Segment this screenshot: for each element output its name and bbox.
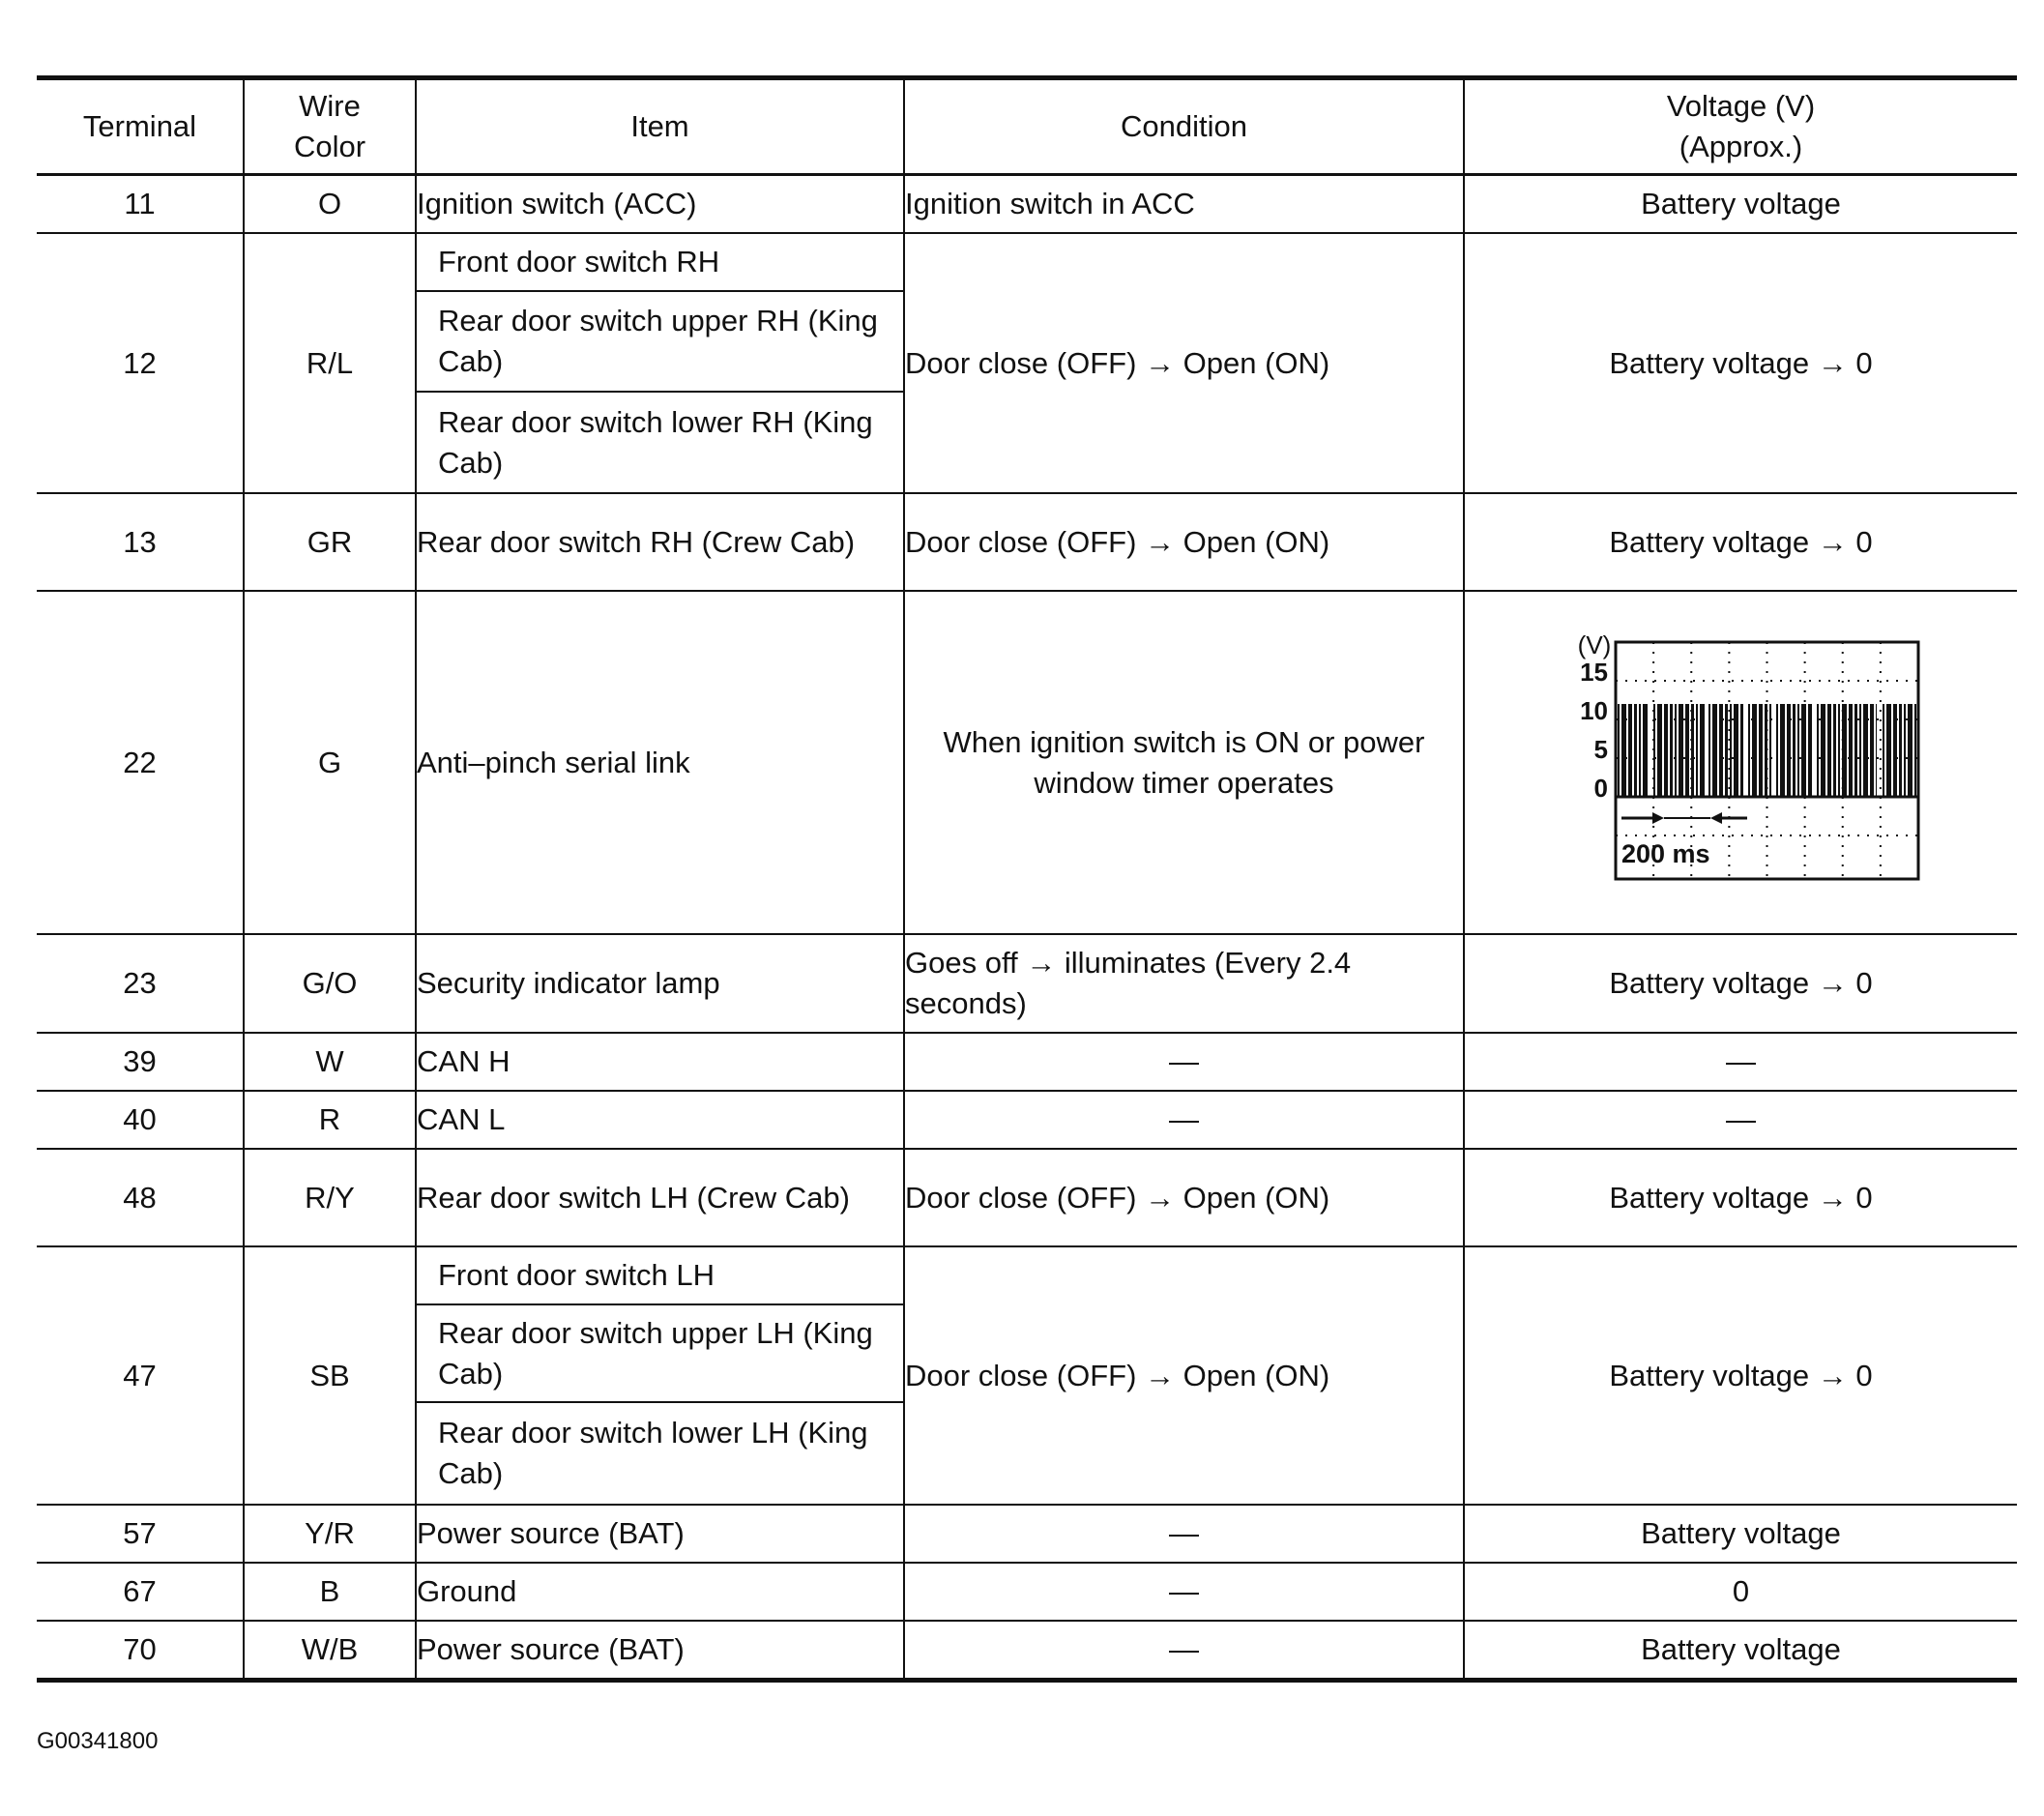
condition-cell: — [904, 1033, 1464, 1091]
waveform-pulse [1899, 704, 1902, 797]
waveform-pulse [1886, 704, 1891, 797]
waveform-pulse [1914, 704, 1916, 797]
waveform-y-tick-15: 15 [1579, 657, 1608, 687]
header-voltage-line2: (Approx.) [1679, 130, 1803, 163]
condition-cell: — [904, 1091, 1464, 1149]
table-row [37, 175, 2017, 234]
terminal-cell: 22 [37, 591, 244, 934]
condition-cell: — [904, 1505, 1464, 1563]
waveform-y-tick-0: 0 [1593, 773, 1608, 803]
waveform-pulse [1808, 704, 1812, 797]
table-row [37, 1621, 2017, 1681]
item-subcell: Rear door switch upper LH (King Cab) [417, 1305, 903, 1403]
waveform-pulse [1748, 704, 1750, 797]
terminal-cell: 12 [37, 233, 244, 493]
table-row [37, 1033, 2017, 1091]
header-terminal: Terminal [37, 78, 244, 175]
waveform-pulse [1643, 704, 1648, 797]
item-subcell: Rear door switch upper RH (King Cab) [417, 292, 903, 393]
waveform-pulse [1670, 704, 1673, 797]
waveform-pulse [1628, 704, 1632, 797]
terminal-cell: 57 [37, 1505, 244, 1563]
waveform-pulse [1759, 704, 1763, 797]
waveform-pulse [1696, 704, 1698, 797]
terminal-inspection-table [37, 75, 2017, 1683]
waveform-pulse [1842, 704, 1847, 797]
waveform-pulse [1876, 704, 1877, 797]
table-row [37, 1246, 2017, 1505]
table-row [37, 1149, 2017, 1246]
waveform-pulse [1821, 704, 1825, 797]
voltage-cell: — [1464, 1033, 2017, 1091]
wire-color-cell: G [244, 591, 416, 934]
header-wire-color-line1: Wire [299, 89, 361, 123]
voltage-cell: 0 [1464, 1563, 2017, 1621]
waveform-pulse [1838, 704, 1840, 797]
waveform-pulse [1691, 704, 1694, 797]
condition-cell: Door close (OFF) → Open (ON) [904, 493, 1464, 591]
header-voltage [1464, 78, 2017, 175]
item-cell: Ground [416, 1563, 904, 1621]
wire-color-cell: O [244, 175, 416, 234]
voltage-cell: Battery voltage → 0 [1464, 233, 2017, 493]
wire-color-cell: W/B [244, 1621, 416, 1681]
item-cell: Rear door switch LH (Crew Cab) [416, 1149, 904, 1246]
waveform-pulse [1776, 704, 1778, 797]
table-row [37, 934, 2017, 1033]
wire-color-cell: GR [244, 493, 416, 591]
voltage-waveform-cell [1464, 591, 2017, 934]
condition-cell: — [904, 1621, 1464, 1681]
voltage-cell: — [1464, 1091, 2017, 1149]
voltage-cell: Battery voltage [1464, 1621, 2017, 1681]
header-condition: Condition [904, 78, 1464, 175]
header-wire-color [244, 78, 416, 175]
terminal-cell: 23 [37, 934, 244, 1033]
item-cell: CAN H [416, 1033, 904, 1091]
header-wire-color-line2: Color [293, 130, 366, 163]
waveform-pulse [1725, 704, 1728, 797]
voltage-cell: Battery voltage → 0 [1464, 493, 2017, 591]
waveform-pulse [1780, 704, 1785, 797]
condition-cell: Door close (OFF) → Open (ON) [904, 1149, 1464, 1246]
table-row [37, 233, 2017, 493]
table-row [37, 1505, 2017, 1563]
condition-cell: Door close (OFF) → Open (ON) [904, 1246, 1464, 1505]
item-cell: Power source (BAT) [416, 1621, 904, 1681]
header-item: Item [416, 78, 904, 175]
waveform-pulse [1740, 704, 1743, 797]
item-subcell: Front door switch RH [417, 234, 903, 292]
waveform-pulse [1787, 704, 1791, 797]
voltage-cell: Battery voltage → 0 [1464, 934, 2017, 1033]
voltage-cell: Battery voltage [1464, 1505, 2017, 1563]
item-cell: Anti–pinch serial link [416, 591, 904, 934]
waveform-pulse [1849, 704, 1853, 797]
wire-color-cell: R/Y [244, 1149, 416, 1246]
waveform-pulse [1685, 704, 1689, 797]
wire-color-cell: W [244, 1033, 416, 1091]
item-cell: Ignition switch (ACC) [416, 175, 904, 234]
waveform-pulse [1679, 704, 1683, 797]
terminal-cell: 47 [37, 1246, 244, 1505]
waveform-pulse [1833, 704, 1836, 797]
waveform-pulse [1618, 704, 1620, 797]
terminal-cell: 70 [37, 1621, 244, 1681]
condition-cell: — [904, 1563, 1464, 1621]
waveform-pulse [1639, 704, 1641, 797]
waveform-pulse [1675, 704, 1677, 797]
waveform-pulse [1664, 704, 1668, 797]
waveform-pulse [1730, 704, 1732, 797]
table-row [37, 1563, 2017, 1621]
time-scale-label: 200 ms [1621, 838, 1710, 868]
waveform-pulse [1793, 704, 1796, 797]
waveform-pulse [1621, 704, 1626, 797]
waveform-pulse [1859, 704, 1861, 797]
waveform-pulse [1752, 704, 1757, 797]
terminal-cell: 39 [37, 1033, 244, 1091]
item-cell: Security indicator lamp [416, 934, 904, 1033]
waveform-pulse [1883, 704, 1884, 797]
terminal-inspection-table-container [37, 75, 2017, 1683]
wire-color-cell: G/O [244, 934, 416, 1033]
condition-cell: Ignition switch in ACC [904, 175, 1464, 234]
item-cell: CAN L [416, 1091, 904, 1149]
waveform-pulse [1863, 704, 1868, 797]
waveform-pulse [1765, 704, 1767, 797]
item-subcell: Rear door switch lower LH (King Cab) [438, 1416, 868, 1490]
item-cell: Power source (BAT) [416, 1505, 904, 1563]
item-subcell: Front door switch LH [417, 1247, 903, 1305]
waveform-pulse [1708, 704, 1710, 797]
item-cell-group [416, 1246, 904, 1505]
waveform-pulse [1734, 704, 1738, 797]
table-row [37, 591, 2017, 934]
figure-code: G00341800 [37, 1728, 159, 1754]
waveform-y-tick-10: 10 [1579, 695, 1608, 725]
waveform-pulse [1904, 704, 1906, 797]
waveform-unit-label: (V) [1577, 631, 1611, 659]
waveform-pulse [1700, 704, 1705, 797]
waveform-pulse [1817, 704, 1819, 797]
waveform-pulse [1634, 704, 1637, 797]
waveform-pulse [1719, 704, 1723, 797]
waveform-pulse [1797, 704, 1799, 797]
header-voltage-line1: Voltage (V) [1666, 89, 1816, 123]
terminal-cell: 13 [37, 493, 244, 591]
wire-color-cell: R [244, 1091, 416, 1149]
waveform-pulse [1854, 704, 1857, 797]
item-cell-group [416, 233, 904, 493]
waveform-pulse [1712, 704, 1717, 797]
waveform-pulse [1769, 704, 1771, 797]
item-cell: Rear door switch RH (Crew Cab) [416, 493, 904, 591]
voltage-cell: Battery voltage [1464, 175, 2017, 234]
table-row [37, 493, 2017, 591]
condition-cell: Door close (OFF) → Open (ON) [904, 233, 1464, 493]
condition-cell: When ignition switch is ON or power window timer operates [904, 591, 1464, 934]
terminal-cell: 40 [37, 1091, 244, 1149]
item-subcell: Rear door switch lower RH (King Cab) [438, 404, 873, 480]
waveform-pulse [1827, 704, 1831, 797]
table-header-row [37, 78, 2017, 175]
waveform-pulse [1893, 704, 1897, 797]
waveform-y-tick-5: 5 [1593, 734, 1608, 764]
voltage-cell: Battery voltage → 0 [1464, 1246, 2017, 1505]
wire-color-cell: Y/R [244, 1505, 416, 1563]
terminal-cell: 67 [37, 1563, 244, 1621]
table-row [37, 1091, 2017, 1149]
serial-link-waveform [1558, 632, 1925, 893]
waveform-pulse [1801, 704, 1806, 797]
waveform-pulse [1908, 704, 1913, 797]
waveform-pulse [1870, 704, 1874, 797]
wire-color-cell: SB [244, 1246, 416, 1505]
wire-color-cell: R/L [244, 233, 416, 493]
terminal-cell: 11 [37, 175, 244, 234]
wire-color-cell: B [244, 1563, 416, 1621]
waveform-pulse [1653, 704, 1655, 797]
terminal-cell: 48 [37, 1149, 244, 1246]
waveform-pulse [1657, 704, 1662, 797]
condition-cell: Goes off → illuminates (Every 2.4 seconds) [904, 934, 1464, 1033]
voltage-cell: Battery voltage → 0 [1464, 1149, 2017, 1246]
